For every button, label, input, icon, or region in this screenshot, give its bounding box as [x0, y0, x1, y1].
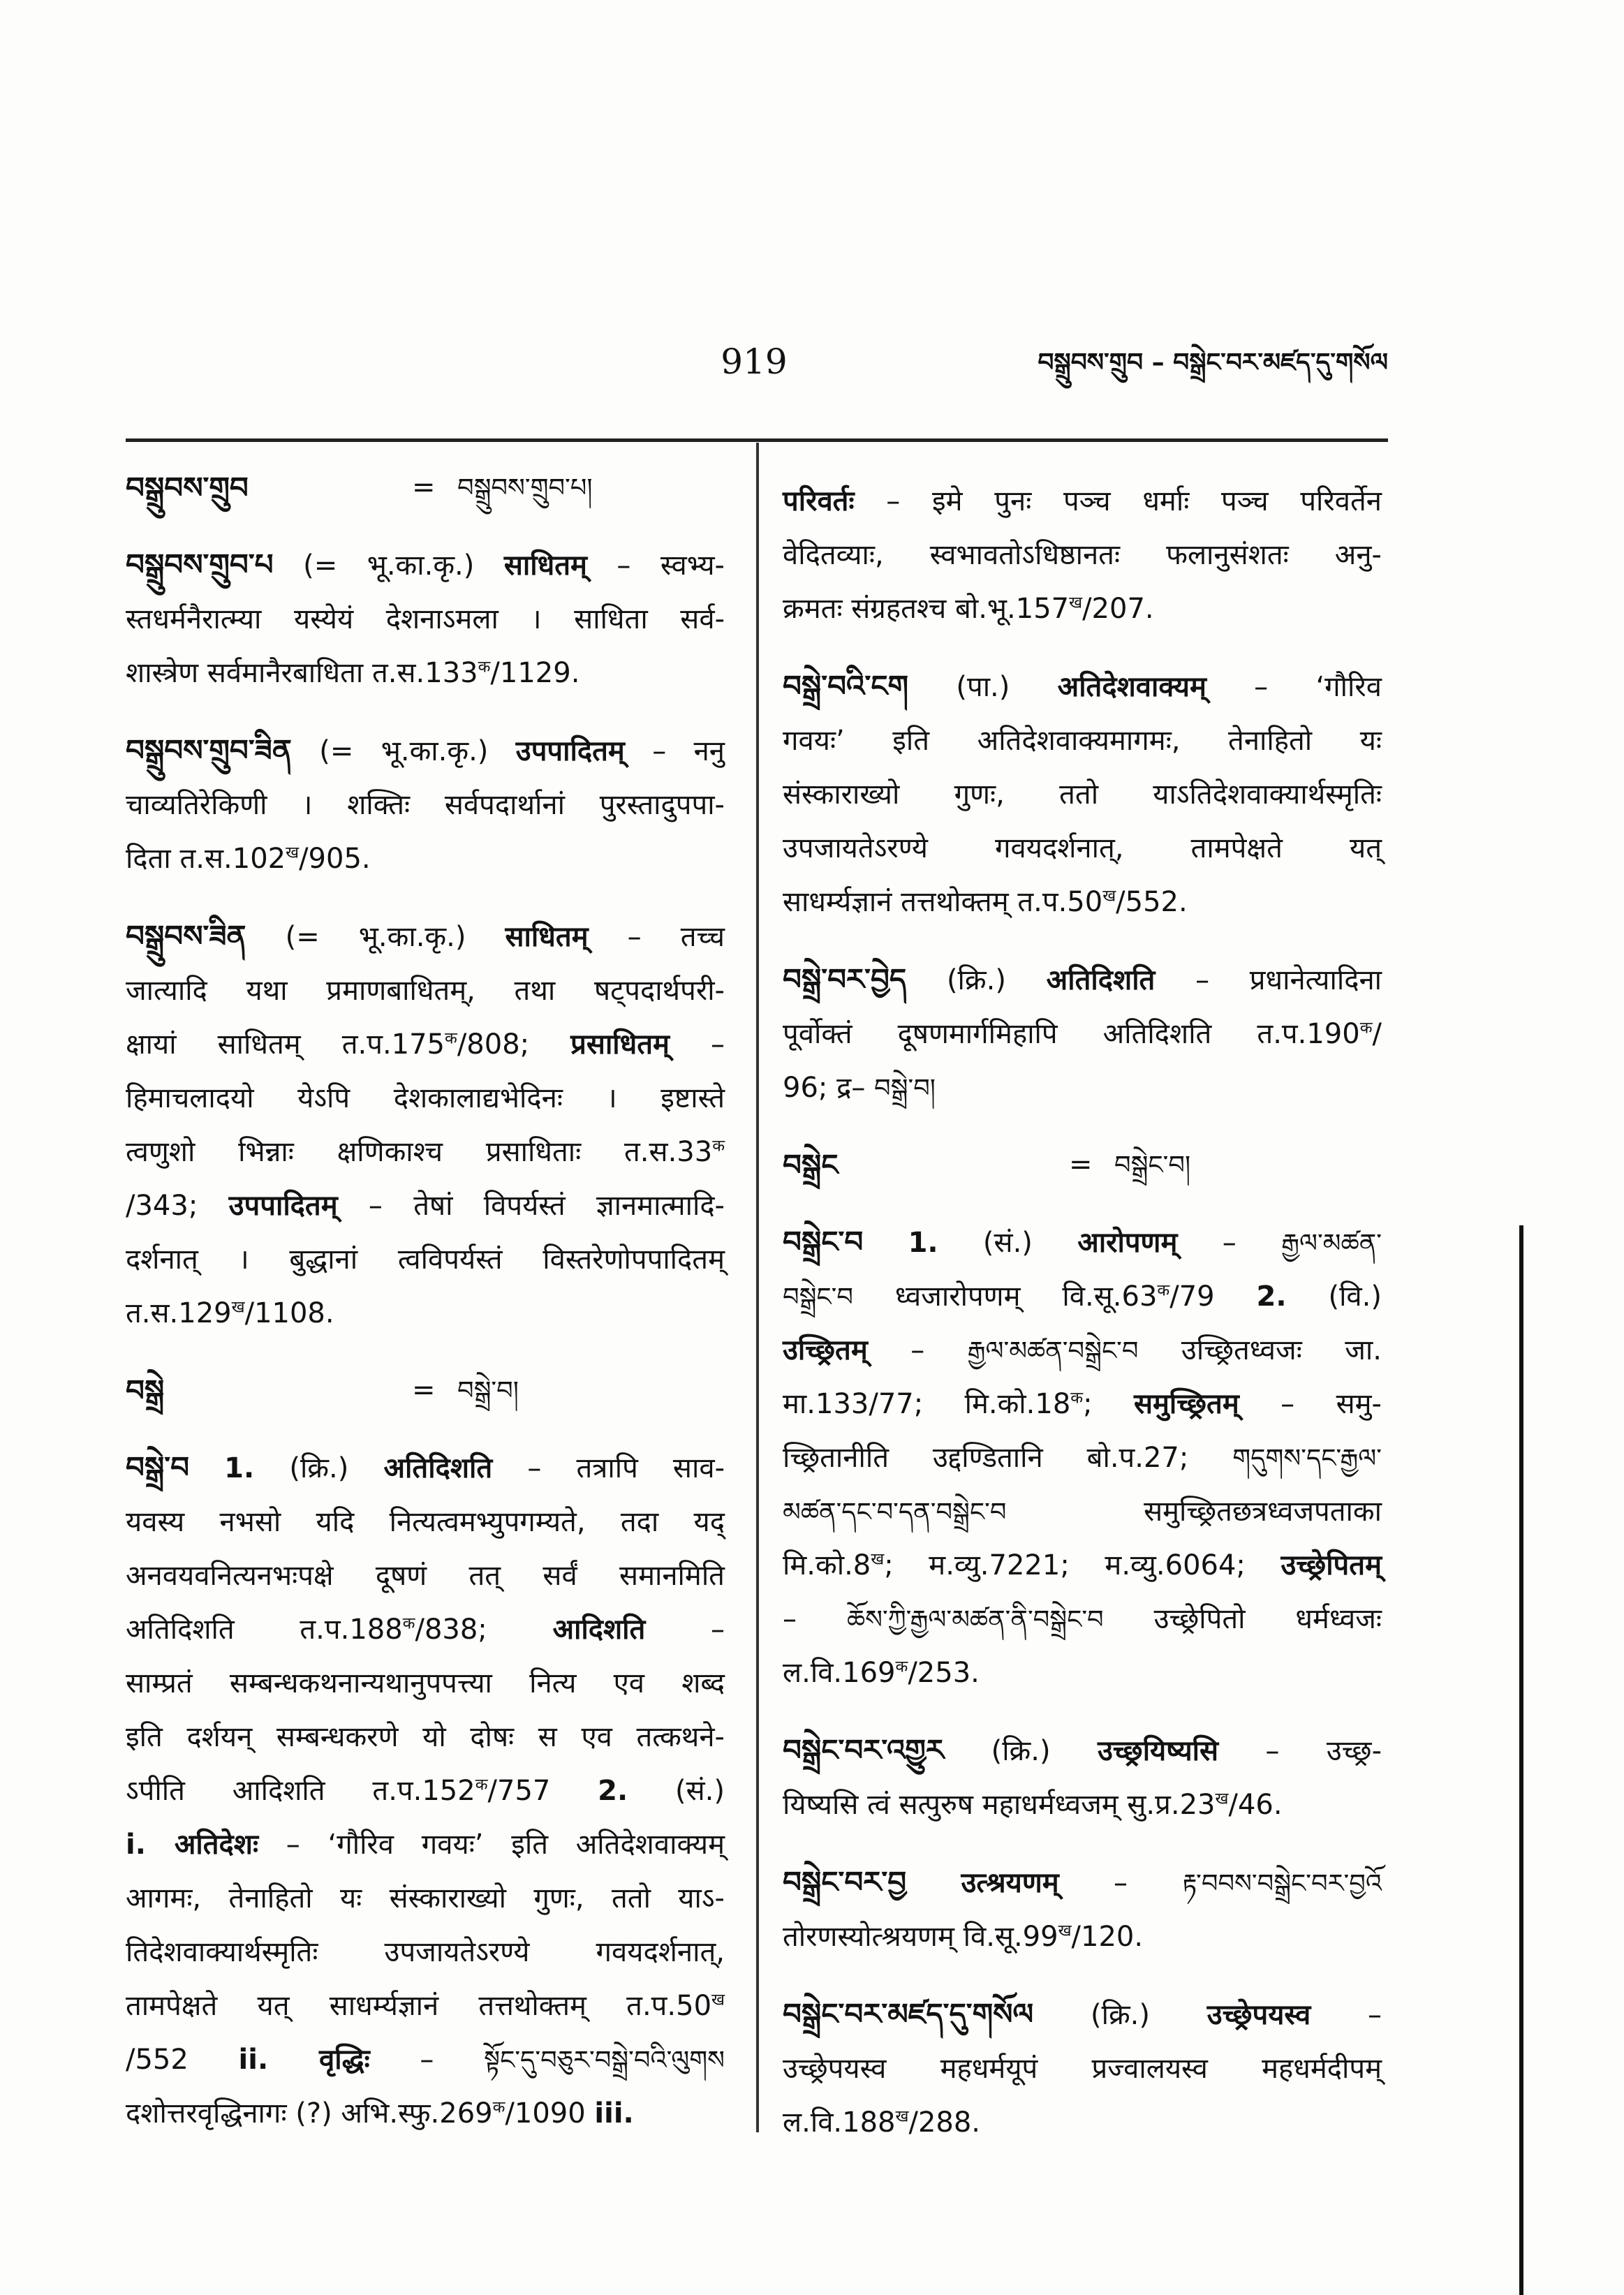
entry-line — [126, 1440, 725, 1496]
entry-text: साम्प्रतं सम्बन्धकथनान्यथानुपपत्त्या नित्य एव शब्द — [126, 1667, 725, 1699]
tibetan-text: གདུགས་དང་རྒྱལ་ — [1232, 1443, 1382, 1473]
entry-text: मा.133/77; मि.को.18 — [783, 1388, 1071, 1420]
cross-reference-target: བསྒྲེ་བ། — [457, 1375, 519, 1405]
entry-line — [783, 952, 1382, 1008]
bold-term: अतिदिशति — [1046, 964, 1156, 996]
entry-line — [783, 1324, 1382, 1378]
dictionary-entry — [783, 475, 1382, 636]
entry-line — [783, 768, 1382, 822]
entry-text: (क्रि.) — [944, 1735, 1098, 1767]
bold-term: परिवर्तः — [783, 485, 855, 517]
headword: བསྒྲེ — [126, 1373, 165, 1408]
entry-text: /46. — [1228, 1789, 1283, 1821]
tibetan-text: སྟོང་དུ་བཅུར་བསྒྲེ་བའི་ལུགས — [484, 2045, 725, 2075]
entry-text: – — [783, 1603, 847, 1635]
entry-text: – ननु — [624, 735, 725, 767]
entry-text: (सं.) — [938, 1227, 1078, 1259]
entry-text: ध्वजारोपणम् वि.सू.63 — [852, 1281, 1158, 1313]
entry-line — [126, 2087, 725, 2141]
entry-text: – इमे पुनः पञ्च धर्माः पञ्च परिवर्तेन — [854, 485, 1382, 517]
entry-text: तिदेशवाक्यार्थस्मृतिः उपजायतेऽरण्ये गवयदर्शनात्, — [126, 1936, 725, 1968]
entry-line — [783, 1987, 1382, 2042]
entry-line — [783, 582, 1382, 636]
equals-sign: = — [412, 1374, 436, 1406]
entry-text: – — [1058, 1867, 1183, 1899]
right-column — [783, 475, 1382, 2150]
cross-reference-target: བསྒྲེང་བ། — [1114, 1150, 1191, 1180]
entry-line — [126, 778, 725, 832]
headword: བསྒྲུབས་གྲུབ་ཟིན — [126, 733, 292, 767]
entry-text: /757 — [487, 1775, 598, 1807]
entry-text: /207. — [1082, 593, 1154, 625]
entry-line — [126, 1818, 725, 1872]
entry-line — [126, 723, 725, 778]
headword: བསྒྲེ་བའི་ངག — [783, 669, 909, 703]
entry-line — [126, 1233, 725, 1287]
equals-sign: = — [1069, 1149, 1093, 1181]
entry-line — [126, 1287, 725, 1341]
dictionary-entry — [783, 659, 1382, 929]
entry-line — [783, 1485, 1382, 1539]
folio-side-superscript: क — [445, 1028, 457, 1048]
bold-term: उच्छ्रेपितम् — [1280, 1549, 1382, 1581]
entry-text: चाव्यतिरेकिणी । शक्तिः सर्वपदार्थानां पुरस्तादुपपा- — [126, 789, 725, 821]
entry-line — [783, 1723, 1382, 1778]
entry-text: – — [1311, 1999, 1382, 2031]
entry-line — [783, 1431, 1382, 1485]
entry-text: /288. — [908, 2106, 981, 2139]
entry-line — [783, 659, 1382, 714]
headword: བསྒྲེང་བར་བྱ — [783, 1865, 907, 1899]
entry-line — [783, 1593, 1382, 1646]
entry-text: वेदितव्याः, स्वभावतोऽधिष्ठानतः फलानुसंशतः अनु- — [783, 539, 1382, 571]
tibetan-text: རྒྱལ་མཚན་ — [1281, 1228, 1382, 1258]
cross-reference-entry — [126, 1364, 725, 1417]
folio-side-superscript: क — [492, 2097, 505, 2117]
bold-term: साधितम् — [505, 921, 589, 953]
entry-text: उच्छ्रेपितो धर्मध्वजः — [1103, 1603, 1382, 1635]
entry-text: /552. — [1116, 886, 1188, 918]
entry-text: /120. — [1071, 1921, 1144, 1953]
bold-term: 1. — [908, 1227, 938, 1259]
entry-line — [126, 2033, 725, 2087]
folio-side-superscript: ख — [1215, 1789, 1229, 1808]
entry-text: /808; — [457, 1028, 571, 1061]
entry-text: संस्काराख्यो गुणः, ततो याऽतिदेशवाक्यार्थस्मृतिः — [783, 778, 1382, 811]
entry-text: /905. — [299, 843, 371, 875]
entry-line — [783, 1215, 1382, 1270]
entry-text: /552 — [126, 2044, 239, 2076]
entry-line — [126, 1872, 725, 1926]
entry-line — [126, 1549, 725, 1603]
tibetan-text: བསྒྲེ་བ། — [874, 1073, 936, 1103]
cross-reference-entry — [783, 1138, 1382, 1192]
entry-text: (पा.) — [908, 671, 1058, 703]
dictionary-entry — [126, 909, 725, 1341]
folio-side-superscript: ख — [1069, 593, 1083, 612]
entry-text: उच्छ्रितध्वजः जा. — [1138, 1334, 1382, 1366]
entry-text: (क्रि.) — [906, 964, 1047, 996]
entry-text: – — [1177, 1227, 1282, 1259]
entry-text: तोरणस्योत्श्रयणम् वि.सू.99 — [783, 1921, 1058, 1953]
entry-line — [783, 475, 1382, 529]
entry-text: – तेषां विपर्यस्तं ज्ञानमात्मादि- — [337, 1190, 725, 1222]
header-rule — [126, 438, 1388, 442]
folio-side-superscript: ख — [1058, 1921, 1072, 1940]
entry-text: / — [1372, 1018, 1382, 1050]
dictionary-entry — [783, 1987, 1382, 2150]
folio-side-superscript: क — [402, 1614, 415, 1633]
entry-line — [126, 1496, 725, 1549]
entry-line — [126, 964, 725, 1018]
folio-side-superscript: ख — [286, 843, 300, 862]
entry-line — [783, 1539, 1382, 1593]
headword: བསྒྲུབས་གྲུབ་པ — [126, 547, 274, 582]
folio-side-superscript: क — [1070, 1388, 1084, 1408]
entry-text: उपजायतेऽरण्ये गवयदर्शनात्, तामपेक्षते यत् — [783, 832, 1382, 864]
bold-term: i. अतिदेशः — [126, 1829, 259, 1861]
dictionary-entry — [126, 538, 725, 700]
bold-term: उच्छ्रयिष्यसि — [1098, 1735, 1219, 1767]
entry-text: दशोत्तरवृद्धिनागः (?) अभि.स्फु.269 — [126, 2097, 493, 2130]
folio-side-superscript: क — [1359, 1018, 1373, 1038]
entry-text: ; — [1083, 1388, 1134, 1420]
entry-text: (= भू.का.कृ.) — [273, 549, 504, 582]
entry-line — [126, 1926, 725, 1979]
entry-text: क्रमतः संग्रहतश्च बो.भू.157 — [783, 593, 1070, 625]
entry-line — [783, 1778, 1382, 1832]
entry-text — [906, 1867, 961, 1899]
bold-term: उच्छ्रितम् — [783, 1334, 868, 1366]
entry-text: – समु- — [1239, 1388, 1382, 1420]
entry-text: यवस्य नभसो यदि नित्यत्वमभ्युपगम्यते, तदा यद् — [126, 1506, 725, 1538]
entry-text: पूर्वोक्तं दूषणमार्गमिहापि अतिदिशति त.प.190 — [783, 1018, 1360, 1050]
entry-line — [783, 1061, 1382, 1115]
entry-text: ऽपीति आदिशति त.प.152 — [126, 1775, 475, 1807]
entry-line — [126, 1979, 725, 2033]
page-number: 919 — [721, 341, 788, 382]
folio-side-superscript: क — [478, 657, 491, 677]
entry-text: /838; — [415, 1614, 553, 1646]
entry-line — [126, 1603, 725, 1657]
entry-text: (क्रि.) — [1033, 1999, 1207, 2031]
entry-text: यिष्यसि त्वं सत्पुरुष महाधर्मध्वजम् सु.प्र.23 — [783, 1789, 1216, 1821]
entry-text: – — [669, 1028, 725, 1061]
folio-side-superscript: क — [475, 1775, 488, 1794]
bold-term: iii. — [594, 2097, 634, 2130]
equals-sign: = — [412, 471, 436, 503]
entry-line — [126, 538, 725, 593]
entry-text: ल.वि.188 — [783, 2106, 896, 2139]
headword: བསྒྲུབས་གྲུབ — [126, 471, 249, 505]
cross-reference-target: བསྒྲུབས་གྲུབ་པ། — [457, 473, 593, 503]
entry-text: /1108. — [244, 1297, 334, 1329]
entry-text: – — [867, 1334, 968, 1366]
entry-line — [783, 1378, 1382, 1431]
entry-line — [126, 909, 725, 964]
headword: བསྒྲེ་བ — [126, 1450, 190, 1484]
folio-side-superscript: ख — [895, 2106, 909, 2126]
entry-line — [126, 1764, 725, 1818]
folio-side-superscript: क — [895, 1657, 908, 1676]
entry-text: 96; द्र– — [783, 1072, 875, 1104]
entry-text: मि.को.8 — [783, 1549, 871, 1581]
bold-term: उच्छ्रेपयस्व — [1206, 1999, 1311, 2031]
headword: བསྒྲེང་བར་འགྱུར — [783, 1733, 945, 1767]
headword: བསྒྲེ་བར་བྱེད — [783, 962, 907, 996]
entry-text: – — [645, 1614, 725, 1646]
entry-line — [126, 647, 725, 700]
folio-side-superscript: क — [712, 1136, 725, 1156]
entry-line — [126, 1072, 725, 1126]
entry-text: (वि.) — [1286, 1281, 1382, 1313]
entry-text: (= भू.का.कृ.) — [291, 735, 516, 767]
entry-text: ; म.व्यु.7221; म.व्यु.6064; — [884, 1549, 1281, 1581]
entry-text: उच्छ्रेपयस्व महधर्मयूपं प्रज्वालयस्व महधर्मदीपम् — [783, 2053, 1382, 2085]
entry-line — [126, 1657, 725, 1711]
tibetan-text: མཚན་དང་བ་དན་བསྒྲེང་བ — [783, 1497, 1007, 1527]
entry-text: /343; — [126, 1190, 229, 1222]
bold-term: उपपादितम् — [228, 1190, 338, 1222]
entry-text: – तत्रापि साव- — [492, 1452, 725, 1484]
entry-text: त.स.129 — [126, 1297, 232, 1329]
bold-term: अतिदेशवाक्यम् — [1057, 671, 1206, 703]
entry-text: च्छ्रितानीति उद्दण्डितानि बो.प.27; — [783, 1442, 1233, 1474]
bold-term: साधितम् — [503, 549, 587, 582]
tibetan-text: ཆོས་ཀྱི་རྒྱལ་མཚན་ནི་བསྒྲེང་བ — [846, 1604, 1104, 1634]
entry-text: /253. — [908, 1657, 980, 1689]
entry-text: स्तधर्मनैरात्म्या यस्येयं देशनाऽमला । साधिता सर्व- — [126, 603, 725, 635]
bold-term: अतिदिशति — [383, 1452, 493, 1484]
bold-term: प्रसाधितम् — [570, 1028, 670, 1061]
entry-text: शास्त्रेण सर्वमानैरबाधिता त.स.133 — [126, 657, 478, 689]
folio-side-superscript: ख — [711, 1990, 725, 2009]
dictionary-entry — [126, 723, 725, 886]
guide-words: བསྒྲུབས་གྲུབ – བསྒྲེང་བར་མཛད་དུ་གསོལ — [1038, 348, 1388, 377]
entry-text: – उच्छ्र- — [1218, 1735, 1382, 1767]
scan-edge-line — [1519, 1225, 1523, 2295]
entry-text: गवयः’ इति अतिदेशवाक्यमागमः, तेनाहितो यः — [783, 725, 1382, 757]
entry-line — [783, 1646, 1382, 1700]
dictionary-entry — [783, 952, 1382, 1115]
entry-text: त्वणुशो भिन्नाः क्षणिकाश्च प्रसाधिताः त.स.33 — [126, 1136, 713, 1168]
entry-line — [783, 822, 1382, 876]
entry-text: – तच्च — [588, 921, 725, 953]
entry-line — [783, 529, 1382, 582]
entry-line — [126, 832, 725, 886]
dictionary-entry — [783, 1855, 1382, 1964]
entry-text: तामपेक्षते यत् साधर्म्यज्ञानं तत्तथोक्तम् त.प.50 — [126, 1990, 712, 2022]
entry-line — [783, 2096, 1382, 2150]
entry-text: /1129. — [490, 657, 580, 689]
entry-text: – ‘गौरिव गवयः’ इति अतिदेशवाक्यम् — [258, 1829, 725, 1861]
entry-text: अतिदिशति त.प.188 — [126, 1614, 403, 1646]
entry-line — [783, 1008, 1382, 1061]
bold-term: आदिशति — [552, 1614, 646, 1646]
entry-text: (सं.) — [628, 1775, 725, 1807]
bold-term: आरोपणम् — [1077, 1227, 1178, 1259]
entry-line — [783, 1270, 1382, 1324]
tibetan-text: རྒྱལ་མཚན་བསྒྲེང་བ — [967, 1336, 1139, 1366]
bold-term: उपपादितम् — [515, 735, 625, 767]
entry-text: दर्शनात् । बुद्धानां त्वविपर्यस्तं विस्तरेणोपपादितम् — [126, 1244, 725, 1276]
entry-line — [783, 2042, 1382, 2096]
headword: བསྒྲེང་བར་མཛད་དུ་གསོལ — [783, 1997, 1034, 2031]
dictionary-entry — [783, 1723, 1382, 1832]
entry-text: दिता त.स.102 — [126, 843, 286, 875]
tibetan-text: བསྒྲེང་བ — [783, 1282, 853, 1312]
entry-line — [126, 1179, 725, 1233]
entry-text: इति दर्शयन् सम्बन्धकरणे यो दोषः स एव तत्कथने- — [126, 1721, 725, 1753]
bold-term: ii. वृद्धिः — [238, 2044, 370, 2076]
bold-term: उत्श्रयणम् — [961, 1867, 1059, 1899]
left-column — [126, 461, 725, 2141]
entry-line — [783, 1855, 1382, 1910]
entry-text: /1090 — [505, 2097, 595, 2130]
entry-text: ल.वि.169 — [783, 1657, 896, 1689]
entry-text: साधर्म्यज्ञानं तत्तथोक्तम् त.प.50 — [783, 886, 1103, 918]
entry-text: – प्रधानेत्यादिना — [1155, 964, 1382, 996]
folio-side-superscript: ख — [871, 1549, 885, 1569]
entry-line — [783, 876, 1382, 929]
entry-text: (= भू.का.कृ.) — [246, 921, 505, 953]
folio-side-superscript: ख — [231, 1297, 245, 1317]
bold-term: 2. — [1256, 1281, 1287, 1313]
entry-text: – स्वभ्य- — [586, 549, 725, 582]
folio-side-superscript: क — [1157, 1281, 1170, 1300]
dictionary-entry — [783, 1215, 1382, 1700]
entry-line — [783, 714, 1382, 768]
entry-text: क्षायां साधितम् त.प.175 — [126, 1028, 445, 1061]
entry-text: – ‘गौरिव — [1206, 671, 1382, 703]
bold-term: समुच्छ्रितम् — [1133, 1388, 1239, 1420]
bold-term: 2. — [598, 1775, 628, 1807]
entry-text — [863, 1227, 908, 1259]
entry-text: – — [369, 2044, 485, 2076]
bold-term: 1. — [224, 1452, 255, 1484]
headword: བསྒྲེང — [783, 1148, 839, 1182]
headword: བསྒྲུབས་ཟིན — [126, 919, 246, 953]
cross-reference-entry — [126, 461, 725, 515]
entry-text — [189, 1452, 224, 1484]
entry-text: समुच्छ्रितछत्रध्वजपताका — [1006, 1496, 1382, 1528]
folio-side-superscript: ख — [1102, 886, 1116, 906]
entry-text: /79 — [1169, 1281, 1257, 1313]
entry-line — [126, 1126, 725, 1179]
column-divider — [756, 443, 759, 2132]
entry-line — [126, 1018, 725, 1072]
entry-text: (क्रि.) — [254, 1452, 384, 1484]
entry-line — [126, 1711, 725, 1764]
entry-text: हिमाचलादयो येऽपि देशकालाद्यभेदिनः । इष्टास्ते — [126, 1082, 725, 1114]
entry-text: आगमः, तेनाहितो यः संस्काराख्यो गुणः, ततो याऽ- — [126, 1882, 725, 1914]
entry-line — [783, 1910, 1382, 1964]
entry-line — [126, 593, 725, 647]
entry-text: जात्यादि यथा प्रमाणबाधितम्, तथा षट्पदार्थपरी- — [126, 975, 725, 1007]
entry-text: अनवयवनित्यनभःपक्षे दूषणं तत् सर्वं समानमिति — [126, 1560, 725, 1592]
headword: བསྒྲེང་བ — [783, 1225, 864, 1259]
dictionary-entry — [126, 1440, 725, 2141]
tibetan-text: རྟ་བབས་བསྒྲེང་བར་བྱའོ — [1182, 1868, 1382, 1898]
